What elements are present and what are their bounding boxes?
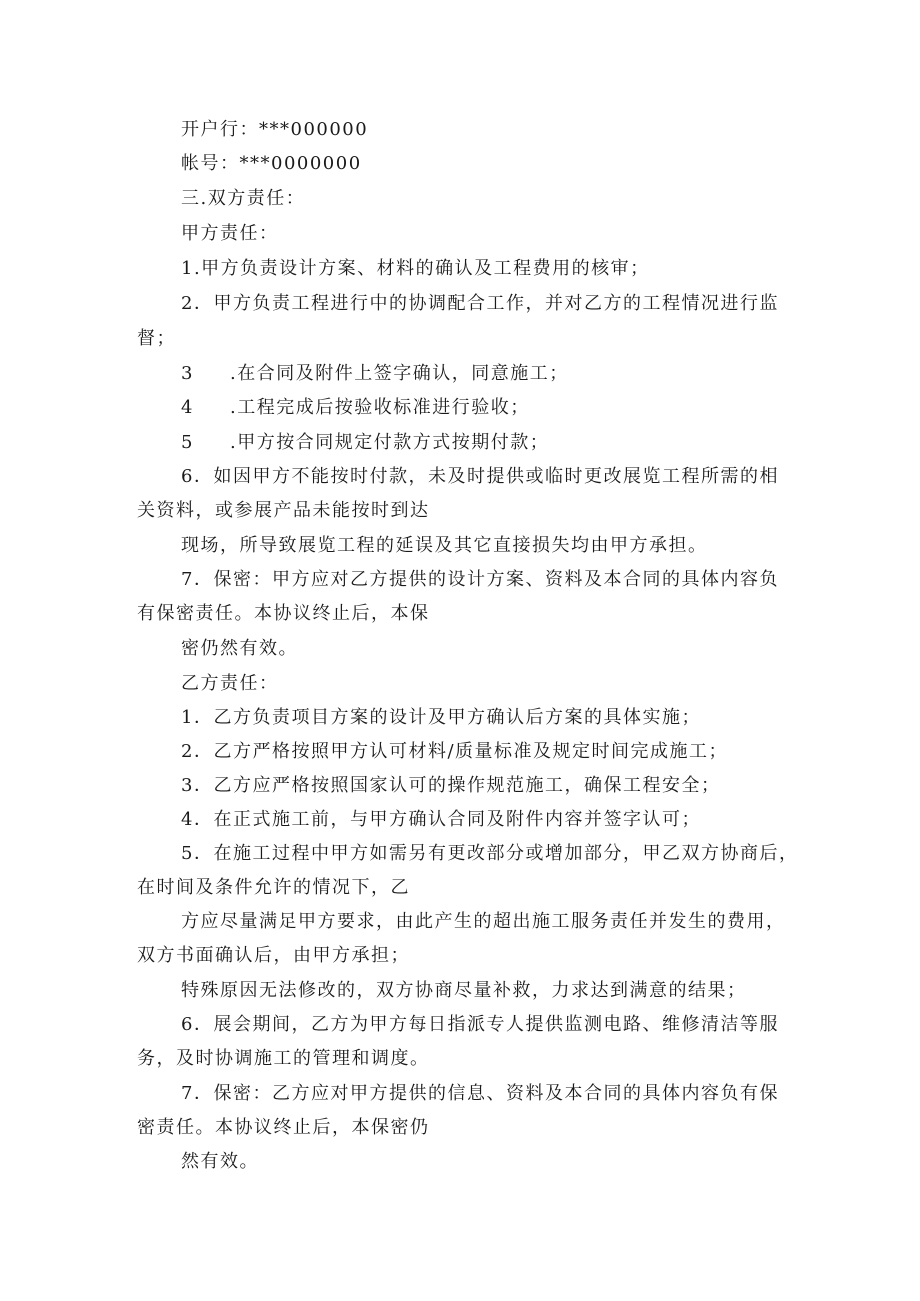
- party-a-item-3-text: .在合同及附件上签字确认，同意施工；: [230, 363, 569, 384]
- party-b-item-6-cont: 务，及时协调施工的管理和调度。: [137, 1048, 430, 1069]
- party-b-item-6: 6．展会期间，乙方为甲方每日指派专人提供监测电路、维修清洁等服: [181, 1014, 779, 1035]
- party-a-item-4-number: 4: [181, 397, 194, 418]
- party-b-item-2: 2．乙方严格按照甲方认可材料/质量标准及规定时间完成施工；: [181, 741, 729, 762]
- party-b-item-7-cont: 密责任。本协议终止后，本保密仍: [137, 1117, 430, 1138]
- party-b-item-5-cont-3: 双方书面确认后，由甲方承担；: [137, 945, 410, 966]
- party-a-item-7-cont-2: 密仍然有效。: [181, 638, 298, 659]
- party-b-heading: 乙方责任：: [181, 673, 279, 694]
- party-b-item-7-cont-2: 然有效。: [181, 1151, 259, 1172]
- party-b-item-5-cont-4: 特殊原因无法修改的，双方协商尽量补救，力求达到满意的结果；: [181, 980, 747, 1001]
- account-line: 帐号：***0000000: [181, 153, 362, 174]
- party-a-item-6-cont: 关资料，或参展产品未能按时到达: [137, 500, 430, 521]
- bank-line: 开户行：***000000: [181, 119, 369, 140]
- party-a-item-2: 2．甲方负责工程进行中的协调配合工作，并对乙方的工程情况进行监: [181, 293, 779, 314]
- party-b-item-3: 3．乙方应严格按照国家认可的操作规范施工，确保工程安全；: [181, 775, 721, 796]
- party-a-item-7-cont: 有保密责任。本协议终止后，本保: [137, 603, 430, 624]
- party-a-item-6-cont-2: 现场，所导致展览工程的延误及其它直接损失均由甲方承担。: [181, 535, 708, 556]
- party-a-item-4-text: .工程完成后按验收标准进行验收；: [230, 397, 530, 418]
- party-a-item-2-cont: 督；: [137, 328, 176, 349]
- party-b-item-1: 1．乙方负责项目方案的设计及甲方确认后方案的具体实施；: [181, 707, 701, 728]
- party-a-item-7: 7．保密：甲方应对乙方提供的设计方案、资料及本合同的具体内容负: [181, 569, 779, 590]
- party-a-heading: 甲方责任：: [181, 223, 279, 244]
- party-a-item-3-number: 3: [181, 363, 194, 384]
- party-a-item-5-number: 5: [181, 432, 194, 453]
- party-b-item-5-cont-2: 方应尽量满足甲方要求，由此产生的超出施工服务责任并发生的费用，: [181, 911, 786, 932]
- party-b-item-5-cont: 在时间及条件允许的情况下，乙: [137, 877, 410, 898]
- section-heading: 三.双方责任：: [181, 188, 306, 209]
- party-a-item-1: 1.甲方负责设计方案、材料的确认及工程费用的核审；: [181, 258, 650, 279]
- party-a-item-5-text: .甲方按合同规定付款方式按期付款；: [230, 432, 550, 453]
- party-a-item-6: 6．如因甲方不能按时付款，未及时提供或临时更改展览工程所需的相: [181, 466, 779, 487]
- party-b-item-7: 7．保密：乙方应对甲方提供的信息、资料及本合同的具体内容负有保: [181, 1083, 779, 1104]
- party-b-item-5: 5．在施工过程中甲方如需另有更改部分或增加部分，甲乙双方协商后，: [181, 843, 799, 864]
- party-b-item-4: 4．在正式施工前，与甲方确认合同及附件内容并签字认可；: [181, 809, 701, 830]
